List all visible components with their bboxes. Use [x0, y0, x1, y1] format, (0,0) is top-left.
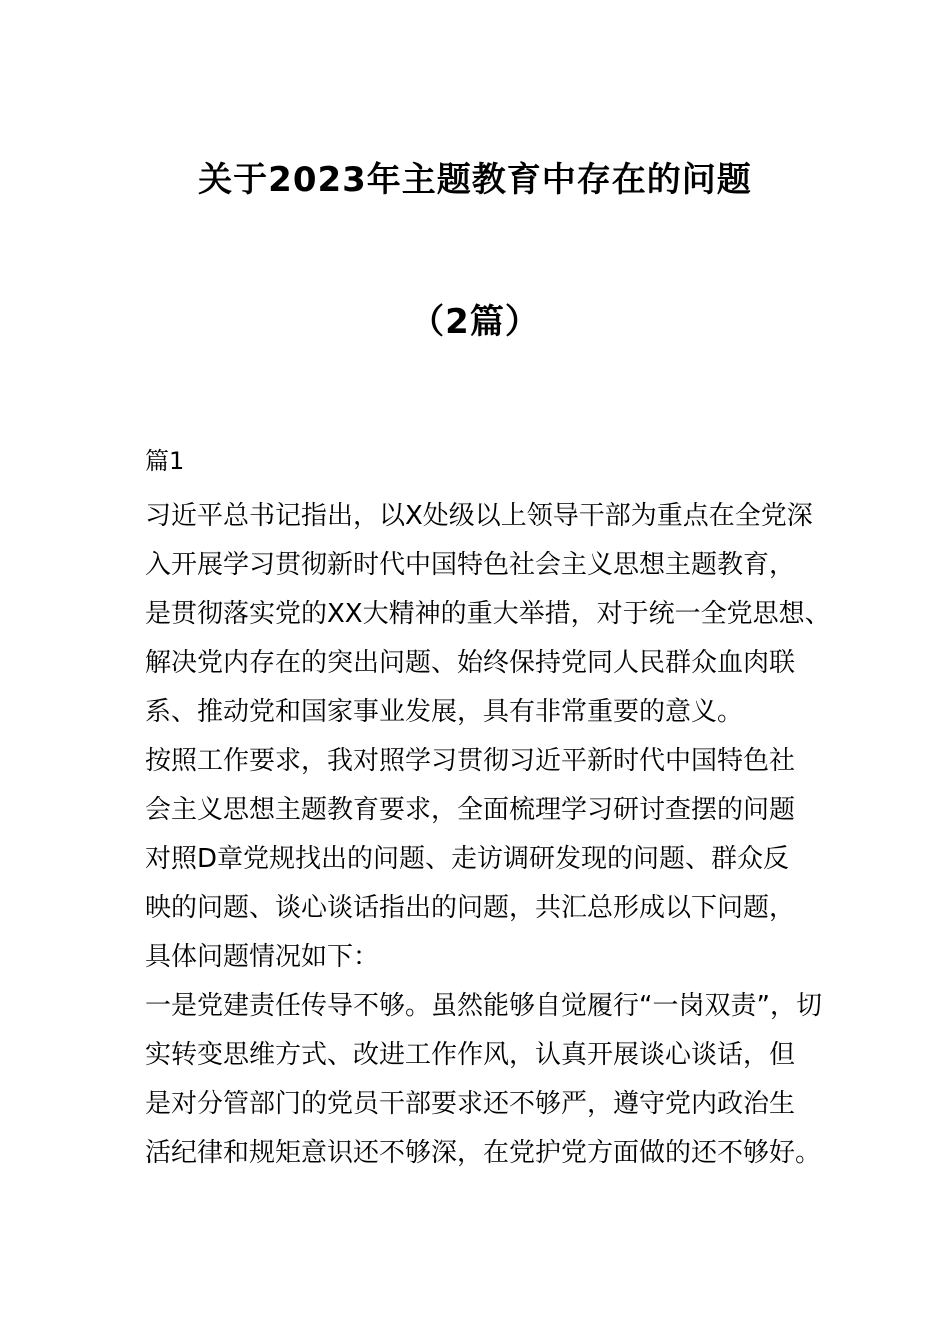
paragraph-line: 是贯彻落实党的XX大精神的重大举措，对于统一全党思想、: [145, 599, 831, 629]
paragraph-line: 会主义思想主题教育要求，全面梳理学习研讨查摆的问题: [145, 795, 796, 825]
paragraph-line: 对照D章党规找出的问题、走访调研发现的问题、群众反: [145, 844, 790, 874]
paragraph-line: 解决党内存在的突出问题、始终保持党同人民群众血肉联: [145, 648, 796, 678]
paragraph-line: 映的问题、谈心谈话指出的问题，共汇总形成以下问题，: [145, 893, 796, 923]
paragraph-line: 一是党建责任传导不够。虽然能够自觉履行“一岗双责”，切: [145, 991, 822, 1021]
paragraph-line: 入开展学习贯彻新时代中国特色社会主义思想主题教育，: [145, 550, 796, 580]
paragraph-line: 是对分管部门的党员干部要求还不够严，遵守党内政治生: [145, 1089, 796, 1119]
paragraph-line: 活纪律和规矩意识还不够深，在党护党方面做的还不够好。: [145, 1138, 822, 1168]
section-label: 篇1: [145, 447, 185, 475]
document-body: [145, 444, 831, 1178]
paragraph-line: 习近平总书记指出，以X处级以上领导干部为重点在全党深: [145, 501, 813, 531]
document-title: 关于2023年主题教育中存在的问题: [198, 160, 752, 200]
paragraph-line: 按照工作要求，我对照学习贯彻习近平新时代中国特色社: [145, 746, 796, 776]
paragraph-line: 实转变思维方式、改进工作作风，认真开展谈心谈话，但: [145, 1040, 796, 1070]
paragraph-line: 系、推动党和国家事业发展，具有非常重要的意义。: [145, 697, 744, 727]
document-subtitle: （2篇）: [410, 302, 540, 342]
paragraph-line: 具体问题情况如下：: [145, 942, 380, 972]
